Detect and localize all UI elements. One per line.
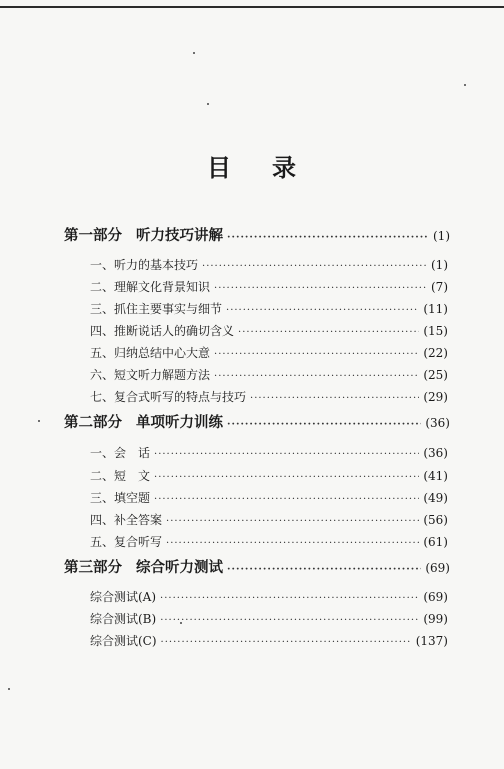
toc-page-number: (36) <box>423 446 448 460</box>
toc-item-label: 综合测试(C) <box>90 634 157 648</box>
toc-part-number: 第一部分 <box>64 227 122 244</box>
toc-leader-dots <box>154 472 419 483</box>
toc-leader-dots <box>161 637 412 648</box>
toc-page-number: (7) <box>431 280 448 294</box>
toc-page-number: (1) <box>433 229 450 243</box>
toc-leader-dots <box>227 232 429 243</box>
toc-leader-dots <box>227 419 421 430</box>
toc-item-label: 五、复合听写 <box>90 535 163 549</box>
scan-speck <box>8 688 10 690</box>
toc-part-label <box>64 411 223 432</box>
toc-page-number: (15) <box>423 324 448 338</box>
toc-part-2[interactable] <box>64 411 450 432</box>
toc-item[interactable] <box>90 467 448 484</box>
toc-leader-dots <box>160 615 419 626</box>
toc-part-number: 第二部分 <box>64 414 122 431</box>
toc-part-3[interactable] <box>64 556 450 577</box>
toc-page-number: (41) <box>423 469 448 483</box>
toc-part-1[interactable] <box>64 224 450 245</box>
page-title <box>0 148 504 183</box>
toc-item[interactable] <box>90 278 448 295</box>
toc-part-title: 听力技巧讲解 <box>136 227 223 244</box>
scan-speck <box>193 52 195 54</box>
toc-part-label <box>64 224 223 245</box>
toc-item[interactable] <box>90 588 448 605</box>
toc-item[interactable] <box>90 366 448 383</box>
toc-leader-dots <box>166 538 419 549</box>
toc-part-title: 单项听力训练 <box>136 414 223 431</box>
toc-item-label: 四、推断说话人的确切含义 <box>90 324 235 338</box>
toc-item-label: 三、抓住主要事实与细节 <box>90 302 223 316</box>
toc-item[interactable] <box>90 322 448 339</box>
scan-speck <box>207 103 209 105</box>
toc-leader-dots <box>250 393 419 404</box>
toc-leader-dots <box>160 593 419 604</box>
scan-speck <box>38 420 40 422</box>
toc-part-title: 综合听力测试 <box>136 559 223 576</box>
toc-page-number: (137) <box>415 634 448 648</box>
toc-page-number: (61) <box>423 535 448 549</box>
title-char-2: 录 <box>272 153 297 182</box>
toc-item-label: 七、复合式听写的特点与技巧 <box>90 390 247 404</box>
toc-item[interactable] <box>90 511 448 528</box>
toc-page-number: (69) <box>423 590 448 604</box>
toc-leader-dots <box>166 516 419 527</box>
toc-leader-dots <box>214 371 419 382</box>
toc-leader-dots <box>226 305 419 316</box>
toc-item-label: 二、短 文 <box>90 469 151 483</box>
toc-leader-dots <box>214 283 427 294</box>
scan-speck <box>464 84 466 86</box>
toc-page-number: (49) <box>423 491 448 505</box>
toc-item-label: 六、短文听力解题方法 <box>90 368 211 382</box>
toc-item-label: 四、补全答案 <box>90 513 163 527</box>
toc-page-number: (25) <box>423 368 448 382</box>
toc-item-label: 二、理解文化背景知识 <box>90 280 211 294</box>
toc-leader-dots <box>214 349 419 360</box>
toc-leader-dots <box>154 494 419 505</box>
toc-page-number: (22) <box>423 346 448 360</box>
toc-leader-dots <box>154 449 419 460</box>
toc-item-label: 三、填空题 <box>90 491 151 505</box>
toc-page-number: (36) <box>425 416 450 430</box>
toc-item-label: 一、会 话 <box>90 446 151 460</box>
toc-page-number: (56) <box>423 513 448 527</box>
toc-item[interactable] <box>90 632 448 649</box>
toc-item-label: 综合测试(B) <box>90 612 157 626</box>
toc-part-label <box>64 556 223 577</box>
toc-item-label: 综合测试(A) <box>90 590 157 604</box>
top-rule <box>0 6 504 8</box>
toc-item[interactable] <box>90 533 448 550</box>
toc-item[interactable] <box>90 610 448 627</box>
toc-leader-dots <box>238 327 419 338</box>
toc-item[interactable] <box>90 344 448 361</box>
toc-item[interactable] <box>90 256 448 273</box>
toc-page-number: (1) <box>431 258 448 272</box>
toc-part-number: 第三部分 <box>64 559 122 576</box>
toc-page-number: (11) <box>423 302 448 316</box>
title-char-1: 目 <box>207 153 232 182</box>
toc-item[interactable] <box>90 388 448 405</box>
toc-leader-dots <box>202 261 427 272</box>
toc-item[interactable] <box>90 300 448 317</box>
toc-page-number: (69) <box>425 561 450 575</box>
toc-item-label: 一、听力的基本技巧 <box>90 258 199 272</box>
toc-page-number: (99) <box>423 612 448 626</box>
toc-item-label: 五、归纳总结中心大意 <box>90 346 211 360</box>
toc-page-number: (29) <box>423 390 448 404</box>
toc-item[interactable] <box>90 489 448 506</box>
toc-item[interactable] <box>90 444 448 461</box>
toc-leader-dots <box>227 564 421 575</box>
